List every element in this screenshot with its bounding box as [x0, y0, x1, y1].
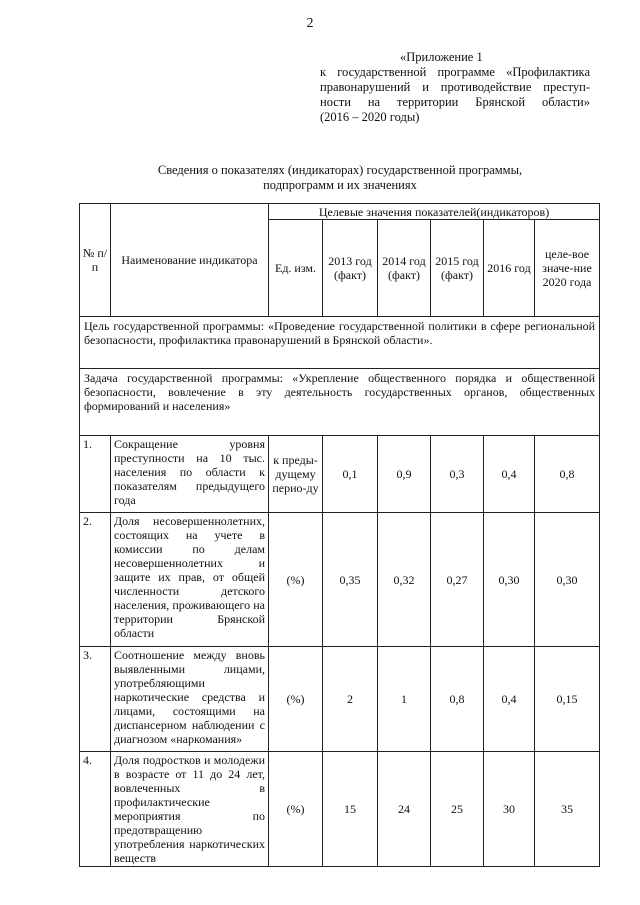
appendix-line-1: «Приложение 1	[400, 50, 483, 64]
header-target-group: Целевые значения показателей(индикаторов)	[269, 204, 600, 220]
row-name: Сокращение уровня преступности на 10 тыс. населения по области к показателям предыдущего года	[111, 436, 269, 513]
header-2020: целе-вое значе-ние 2020 года	[535, 220, 600, 317]
table-row	[80, 647, 600, 752]
value-2013: 0,35	[323, 513, 378, 647]
value-2013: 0,1	[323, 436, 378, 513]
appendix-line-5: (2016 – 2020 годы)	[320, 110, 420, 124]
value-2013: 2	[323, 647, 378, 752]
table-row	[80, 436, 600, 513]
table-row	[80, 752, 600, 867]
value-2016: 30	[484, 752, 535, 867]
header-2016: 2016 год	[484, 220, 535, 317]
program-goal: Цель государственной программы: «Проведение государственной политики в сфере региональной безопасности, профилактика правонарушений в Брянской области».	[80, 317, 600, 369]
value-2020: 0,8	[535, 436, 600, 513]
value-2015: 0,3	[431, 436, 484, 513]
value-2020: 0,30	[535, 513, 600, 647]
value-2014: 0,9	[378, 436, 431, 513]
table-heading	[100, 163, 580, 193]
value-2015: 0,27	[431, 513, 484, 647]
indicators-table	[79, 203, 600, 867]
header-2015: 2015 год (факт)	[431, 220, 484, 317]
heading-line-1: Сведения о показателях (индикаторах) государственной программы,	[157, 163, 523, 177]
appendix-line-2: к государственной программе «Профилактика	[320, 65, 590, 79]
value-2015: 25	[431, 752, 484, 867]
row-num: 4.	[80, 752, 111, 867]
value-2020: 35	[535, 752, 600, 867]
value-2016: 0,4	[484, 647, 535, 752]
header-2013: 2013 год (факт)	[323, 220, 378, 317]
row-unit: (%)	[269, 513, 323, 647]
value-2014: 1	[378, 647, 431, 752]
value-2020: 0,15	[535, 647, 600, 752]
value-2016: 0,4	[484, 436, 535, 513]
row-name: Соотношение между вновь выявленными лицами, употребляющими наркотические средства и лицами, состоящими на диспансерном наблюдении с диагнозом «наркомания»	[111, 647, 269, 752]
row-name: Доля подростков и молодежи в возрасте от 11 до 24 лет, вовлеченных в профилактические мероприятия по предотвращению употребления наркотических веществ	[111, 752, 269, 867]
heading-line-2: подпрограмм и их значениях	[263, 178, 417, 192]
header-name: Наименование индикатора	[111, 204, 269, 317]
value-2013: 15	[323, 752, 378, 867]
value-2016: 0,30	[484, 513, 535, 647]
header-2014: 2014 год (факт)	[378, 220, 431, 317]
page-number: 2	[306, 16, 314, 31]
row-unit: (%)	[269, 647, 323, 752]
appendix-header	[320, 50, 590, 125]
row-num: 3.	[80, 647, 111, 752]
row-num: 1.	[80, 436, 111, 513]
value-2014: 0,32	[378, 513, 431, 647]
header-unit: Ед. изм.	[269, 220, 323, 317]
row-num: 2.	[80, 513, 111, 647]
row-unit: к преды-дущему перио-ду	[269, 436, 323, 513]
row-unit: (%)	[269, 752, 323, 867]
row-name: Доля несовершеннолетних, состоящих на учете в комиссии по делам несовершеннолетних и защите их прав, от общей численности детского населения, проживающего на территории Брянской области	[111, 513, 269, 647]
value-2015: 0,8	[431, 647, 484, 752]
table-row	[80, 513, 600, 647]
appendix-line-3: правонарушений и противодействие преступ-	[320, 80, 590, 94]
value-2014: 24	[378, 752, 431, 867]
appendix-line-4: ности на территории Брянской области»	[320, 95, 590, 109]
header-num: № п/п	[80, 204, 111, 317]
program-task: Задача государственной программы: «Укрепление общественного порядка и общественной безопасности, вовлечение в эту деятельность государственных органов, общественных формирований и населения»	[80, 369, 600, 436]
